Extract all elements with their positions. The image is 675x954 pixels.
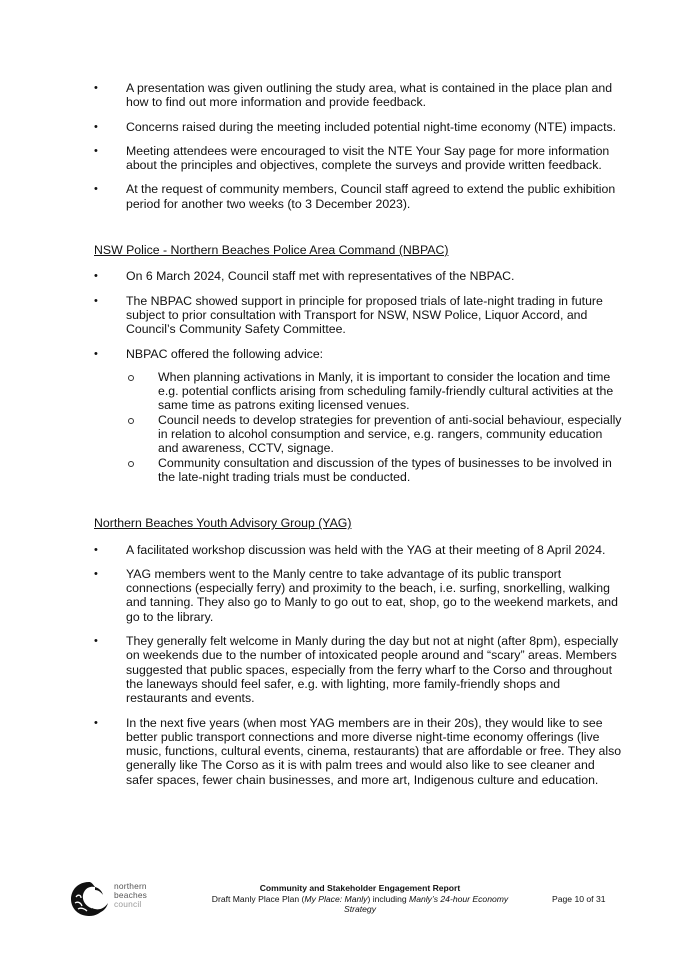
bullet-icon: • xyxy=(94,270,98,283)
logo-line-1: northern xyxy=(114,881,147,891)
report-subtitle xyxy=(195,894,525,915)
list-item xyxy=(94,120,624,134)
advice-sub-list xyxy=(126,370,624,484)
list-item xyxy=(94,567,624,624)
bullet-icon: • xyxy=(94,567,98,580)
bullet-icon: • xyxy=(94,82,98,94)
hollow-bullet-icon xyxy=(128,418,134,424)
sub-bullet-text: Community consultation and discussion of the types of businesses to be involved in the late-night trading trials must be conducted. xyxy=(158,455,612,484)
bullet-text: On 6 March 2024, Council staff met with representatives of the NBPAC. xyxy=(126,269,515,284)
logo-wordmark xyxy=(114,882,147,909)
logo-line-3: council xyxy=(114,899,142,909)
subtitle-text: ) including xyxy=(367,893,410,904)
bullet-text: Concerns raised during the meeting included potential night-time economy (NTE) impacts. xyxy=(126,119,617,134)
sub-list-item xyxy=(126,370,624,413)
list-item xyxy=(94,144,624,173)
intro-bullet-list xyxy=(94,81,624,211)
bullet-text: A facilitated workshop discussion was held with the YAG at their meeting of 8 April 2024. xyxy=(126,542,606,557)
bullet-text: YAG members went to the Manly centre to take advantage of its public transport connections (especially ferry) and proximity to the beach, i.e. surfing, snorkelling, walking and tanning. They also go to Manly to go out to eat, shop, go to the weekend markets, and go to the library. xyxy=(126,566,618,624)
subtitle-text: Draft Manly Place Plan ( xyxy=(211,893,305,904)
list-item xyxy=(94,543,624,557)
yag-bullet-list xyxy=(94,543,624,787)
council-logo xyxy=(68,879,158,919)
page-footer xyxy=(0,876,675,926)
council-wave-logo-icon xyxy=(68,879,110,919)
sub-bullet-text: Council needs to develop strategies for prevention of anti-social behaviour, especially in relation to alcohol consumption and service, e.g. rangers, community education and awareness, CCTV, signage. xyxy=(158,412,622,456)
police-bullet-list xyxy=(94,269,624,484)
bullet-icon: • xyxy=(94,144,98,157)
footer-report-title xyxy=(195,883,525,915)
bullet-icon: • xyxy=(94,716,98,729)
bullet-icon: • xyxy=(94,635,98,648)
bullet-text: In the next five years (when most YAG members are in their 20s), they would like to see better public transport connections and more diverse night-time economy offerings (live music, functions, cultural events, cinema, restaurants) that are affordable or free. They also generally like The Corso as it is with palm trees and would also like to see cleaner and safer spaces, fewer chain businesses, and more art, Indigenous culture and education. xyxy=(126,715,622,787)
bullet-text: They generally felt welcome in Manly during the day but not at night (after 8pm), especially on weekends due to the number of intoxicated people around and “scary” areas. Members suggested that public spaces, especially from the ferry wharf to the Corso and throughout the laneways should feel safer, e.g. with lighting, more family-friendly shops and restaurants and events. xyxy=(126,634,619,706)
list-item xyxy=(94,716,624,787)
report-title: Community and Stakeholder Engagement Report xyxy=(259,883,461,893)
hollow-bullet-icon xyxy=(128,375,134,381)
bullet-icon: • xyxy=(94,120,98,133)
list-item xyxy=(94,294,624,337)
bullet-text: At the request of community members, Council staff agreed to extend the public exhibition period for another two weeks (to 3 December 2023). xyxy=(126,182,616,211)
bullet-icon: • xyxy=(94,347,98,360)
bullet-text: Meeting attendees were encouraged to visit the NTE Your Say page for more information about the principles and objectives, complete the surveys and provide written feedback. xyxy=(126,143,610,173)
bullet-text: A presentation was given outlining the study area, what is contained in the place plan and how to find out more information and provide feedback. xyxy=(126,81,613,110)
subtitle-italic-text: Manly’s 24-hour Economy Strategy xyxy=(343,893,509,914)
bullet-icon: • xyxy=(94,294,98,307)
logo-line-2: beaches xyxy=(114,890,148,900)
list-item xyxy=(94,269,624,283)
sub-list-item xyxy=(126,413,624,456)
section-heading-police: NSW Police - Northern Beaches Police Area Command (NBPAC) xyxy=(94,243,449,258)
subtitle-italic-text: My Place: Manly xyxy=(304,893,368,904)
bullet-icon: • xyxy=(94,543,98,556)
sub-list-item xyxy=(126,456,624,485)
list-item xyxy=(94,81,624,110)
section-heading-yag: Northern Beaches Youth Advisory Group (YAG) xyxy=(94,516,352,531)
hollow-bullet-icon xyxy=(128,461,134,467)
list-item xyxy=(94,347,624,485)
bullet-text: The NBPAC showed support in principle for proposed trials of late-night trading in future subject to prior consultation with Transport for NSW, NSW Police, Liquor Accord, and Council’s Community Safety Committee. xyxy=(126,293,603,337)
page-body xyxy=(94,81,624,797)
bullet-text: NBPAC offered the following advice: xyxy=(126,346,324,361)
list-item xyxy=(94,182,624,211)
sub-bullet-text: When planning activations in Manly, it is important to consider the location and time e.g. potential conflicts arising from scheduling family-friendly cultural activities at the same time as patrons exiting licensed venues. xyxy=(158,369,614,413)
list-item xyxy=(94,634,624,705)
bullet-icon: • xyxy=(94,183,98,196)
page-number: Page 10 of 31 xyxy=(552,894,606,904)
